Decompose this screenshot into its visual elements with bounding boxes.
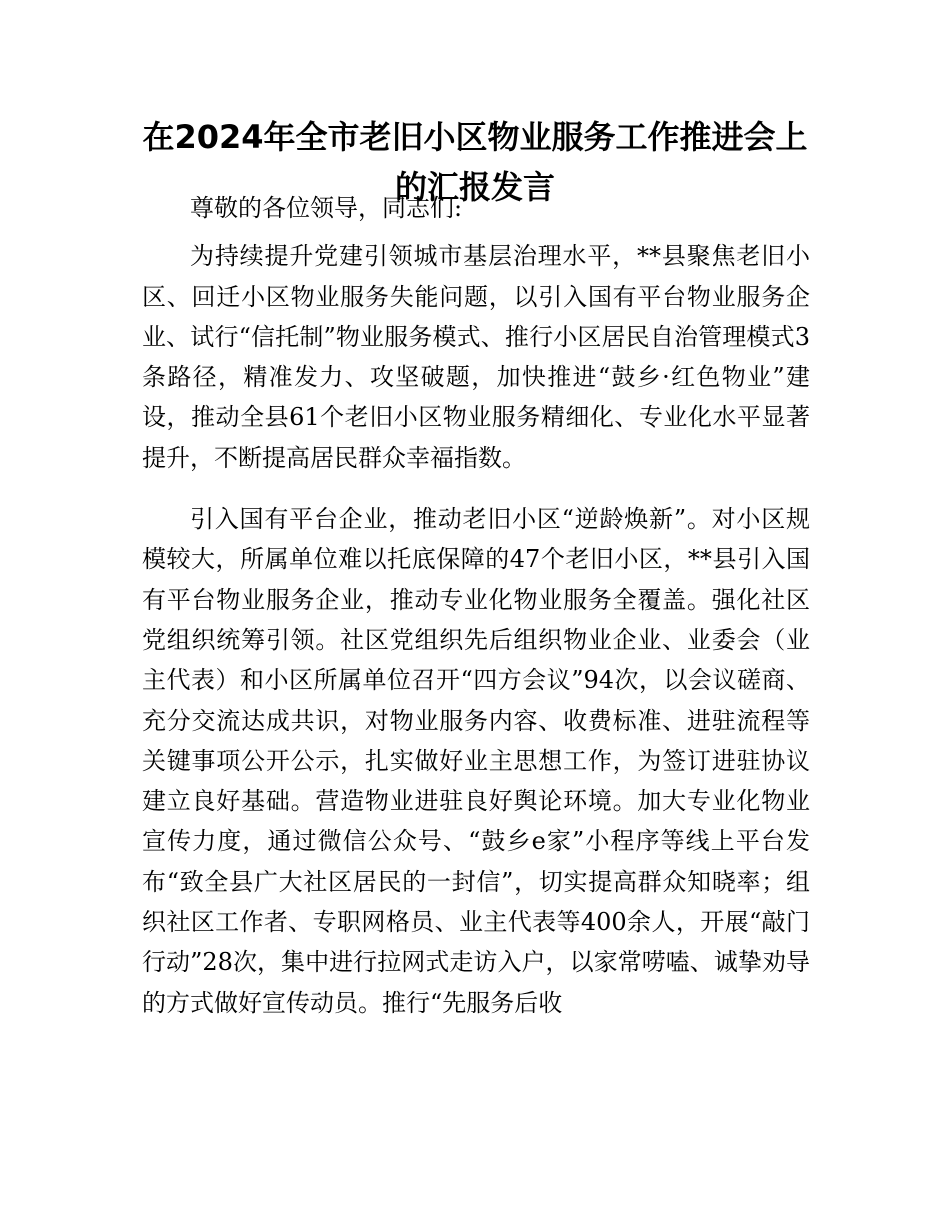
paragraph-2: 引入国有平台企业，推动老旧小区“逆龄焕新”。对小区规模较大，所属单位难以托底保障的47个老旧小区，**县引入国有平台物业服务企业，推动专业化物业服务全覆盖。强化社区党组织统筹引领。社区党组织先后组织物业企业、业委会（业主代表）和小区所属单位召开“四方会议”94次，以会议磋商、充分交流达成共识，对物业服务内容、收费标准、进驻流程等关键事项公开公示，扎实做好业主思想工作，为签订进驻协议建立良好基础。营造物业进驻良好舆论环境。加大专业化物业宣传力度，通过微信公众号、“鼓乡e家”小程序等线上平台发布“致全县广大社区居民的一封信”，切实提高群众知晓率；组织社区工作者、专职网格员、业主代表等400余人，开展“敲门行动”28次，集中进行拉网式走访入户，以家常唠嗑、诚挚劝导的方式做好宣传动员。推行“先服务后收 xyxy=(142,505,810,1017)
paragraph-1: 为持续提升党建引领城市基层治理水平，**县聚焦老旧小区、回迁小区物业服务失能问题，以引入国有平台物业服务企业、试行“信托制”物业服务模式、推行小区居民自治管理模式3条路径，精准发力、攻坚破题，加快推进“鼓乡·红色物业”建设，推动全县61个老旧小区物业服务精细化、专业化水平显著提升，不断提高居民群众幸福指数。 xyxy=(142,242,810,472)
document-title: 在2024年全市老旧小区物业服务工作推进会上的汇报发言 xyxy=(142,118,808,206)
salutation: 尊敬的各位领导，同志们: xyxy=(190,194,463,222)
document-body xyxy=(142,188,810,1023)
